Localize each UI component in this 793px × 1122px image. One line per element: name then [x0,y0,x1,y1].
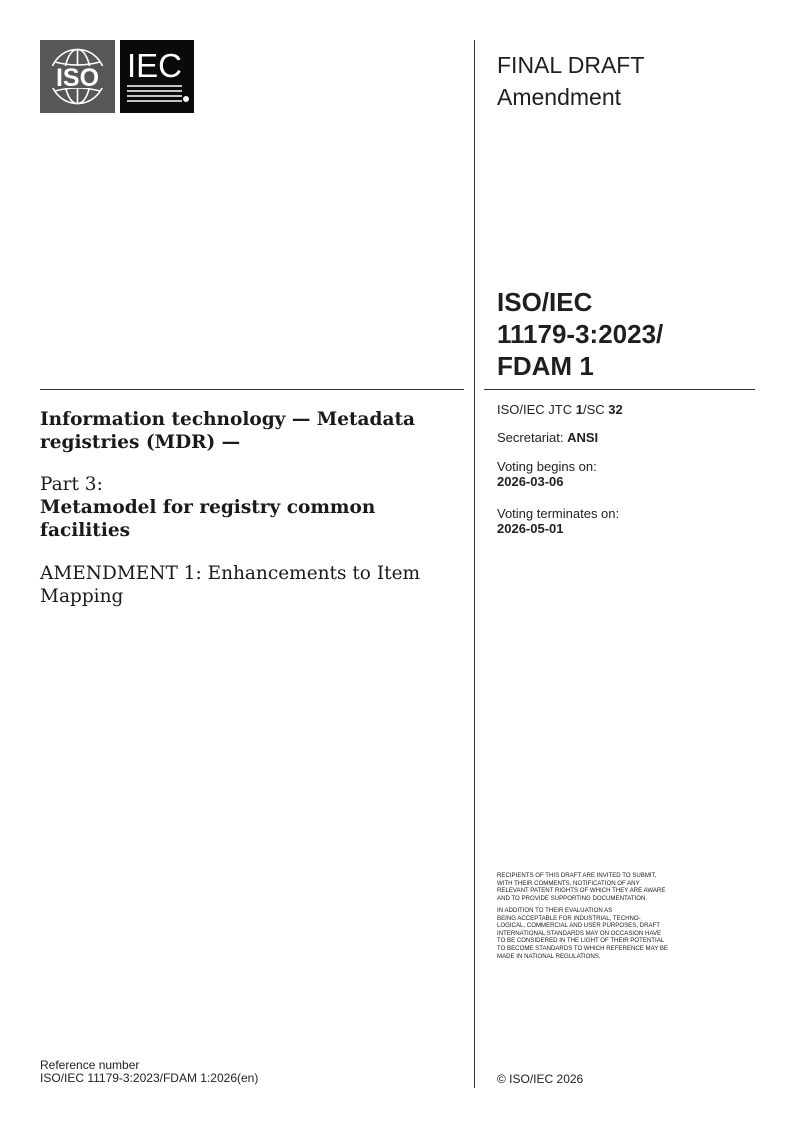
iso-logo-text: ISO [55,64,100,92]
doc-number-line1: ISO/IEC [497,287,593,317]
notice-line: INTERNATIONAL STANDARDS MAY ON OCCASION HAVE [497,929,662,937]
notice-line: RELEVANT PATENT RIGHTS OF WHICH THEY ARE AWARE [497,887,666,895]
committee-sc: 32 [608,402,623,417]
committee-jtc: 1 [575,402,583,417]
vertical-divider [474,40,475,1088]
iso-logo [40,40,115,113]
left-horizontal-divider [40,389,464,390]
final-draft-label: FINAL DRAFT [497,52,645,78]
committee-info [497,402,623,417]
notice-line: BEING ACCEPTABLE FOR INDUSTRIAL, TECHNO- [497,914,641,922]
notice-line: LOGICAL, COMMERCIAL AND USER PURPOSES, DRAFT [497,922,660,930]
copyright: © ISO/IEC 2026 [497,1072,584,1086]
right-horizontal-divider [484,389,755,390]
iec-dot-icon [183,96,189,102]
secretariat-info [497,430,598,445]
notice-line: RECIPIENTS OF THIS DRAFT ARE INVITED TO SUBMIT, [497,872,657,879]
notice-paragraph-1 [497,872,747,902]
notice-line: WITH THEIR COMMENTS, NOTIFICATION OF ANY [497,879,640,887]
notice-line: IN ADDITION TO THEIR EVALUATION AS [497,907,613,914]
secretariat-label: Secretariat: [497,430,568,445]
part-title: Metamodel for registry common facilities [40,497,376,541]
voting-begins-date: 2026-03-06 [497,474,564,489]
reference-number-label: Reference number [40,1058,140,1072]
doc-number-line3: FDAM 1 [497,351,594,381]
part-label: Part 3: [40,474,103,495]
secretariat-value: ANSI [567,430,599,445]
amendment-title: AMENDMENT 1: Enhancements to Item Mapping [40,563,421,607]
document-number [497,286,663,382]
voting-ends-label: Voting terminates on: [497,506,620,521]
voting-ends [497,506,619,536]
notice-line: MADE IN NATIONAL REGULATIONS. [497,952,601,960]
committee-sc-prefix: /SC [582,402,609,417]
iec-logo [120,40,194,113]
iso-globe-icon [40,40,115,113]
title-main: Information technology — Metadata registries (MDR) — [40,409,416,453]
document-stage [497,49,644,113]
doc-number-line2: 11179-3:2023/ [497,319,664,349]
notice-line: TO BECOME STANDARDS TO WHICH REFERENCE MAY BE [497,944,668,952]
voting-begins-label: Voting begins on: [497,459,597,474]
notice-paragraph-2 [497,907,747,960]
notice-line: AND TO PROVIDE SUPPORTING DOCUMENTATION. [497,894,648,902]
voting-begins [497,459,597,489]
committee-prefix: ISO/IEC JTC [497,402,576,417]
reference-number-value: ISO/IEC 11179-3:2023/FDAM 1:2026(en) [40,1071,259,1085]
iec-logo-text: IEC [127,47,183,84]
amendment-label: Amendment [497,84,622,110]
voting-ends-date: 2026-05-01 [497,521,564,536]
notice-line: TO BE CONSIDERED IN THE LIGHT OF THEIR POTENTIAL [497,937,665,945]
